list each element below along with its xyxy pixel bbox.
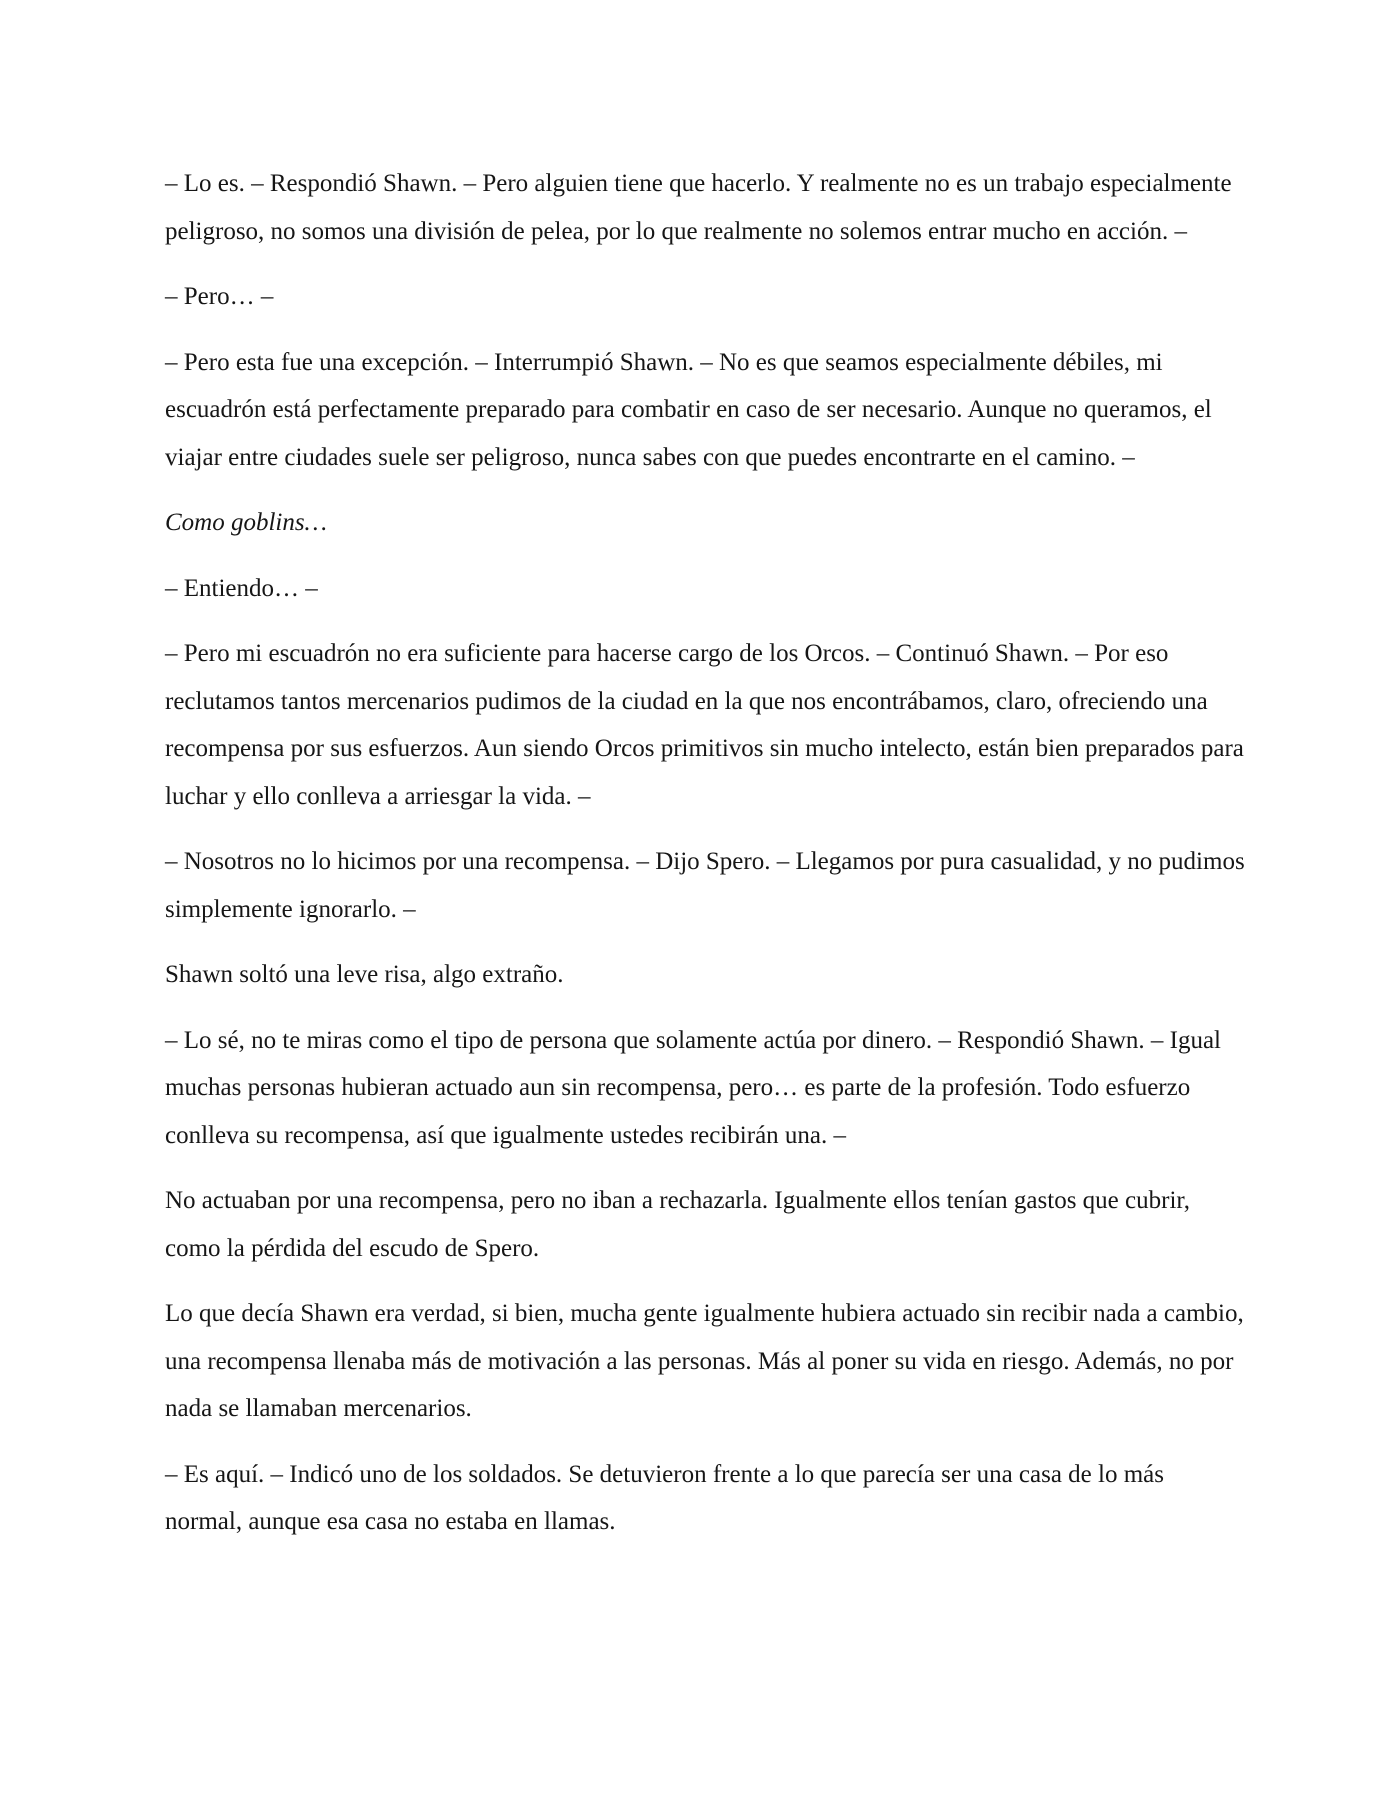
paragraph-7: – Nosotros no lo hicimos por una recompensa. – Dijo Spero. – Llegamos por pura casualidad, y no pudimos simplemente ignorarlo. –: [165, 848, 1245, 923]
paragraph-8: Shawn soltó una leve risa, algo extraño.: [165, 961, 564, 988]
paragraph-5: – Entiendo… –: [165, 574, 318, 602]
paragraph-1: – Lo es. – Respondió Shawn. – Pero alguien tiene que hacerlo. Y realmente no es un trabajo especialmente peligroso, no somos una división de pelea, por lo que realmente no solemos entrar mucho en acción. –: [165, 170, 1232, 245]
paragraph-9: – Lo sé, no te miras como el tipo de persona que solamente actúa por dinero. – Respondió Shawn. – Igual muchas personas hubieran actuado aun sin recompensa, pero… es parte de la profesión. Todo esfuerzo conlleva su recompensa, así que igualmente ustedes recibirán una. –: [165, 1026, 1221, 1149]
paragraph-2: – Pero… –: [165, 283, 274, 310]
paragraph-4-italic-thought: Como goblins…: [165, 509, 327, 536]
paragraph-12: – Es aquí. – Indicó uno de los soldados. Se detuvieron frente a lo que parecía ser una casa de lo más normal, aunque esa casa no estaba en llamas.: [165, 1460, 1164, 1535]
paragraph-6: – Pero mi escuadrón no era suficiente para hacerse cargo de los Orcos. – Continuó Shawn. – Por eso reclutamos tantos mercenarios pudimos de la ciudad en la que nos encontrábamos, claro, ofreciendo una recompensa por sus esfuerzos. Aun siendo Orcos primitivos sin mucho intelecto, están bien preparados para luchar y ello conlleva a arriesgar la vida. –: [165, 640, 1244, 810]
paragraph-11: Lo que decía Shawn era verdad, si bien, mucha gente igualmente hubiera actuado sin recibir nada a cambio, una recompensa llenaba más de motivación a las personas. Más al poner su vida en riesgo. Además, no por nada se llamaban mercenarios.: [165, 1300, 1244, 1422]
document-page: [165, 160, 1245, 1564]
paragraph-10: No actuaban por una recompensa, pero no iban a rechazarla. Igualmente ellos tenían gastos que cubrir, como la pérdida del escudo de Spero.: [165, 1187, 1190, 1262]
paragraph-3: – Pero esta fue una excepción. – Interrumpió Shawn. – No es que seamos especialmente débiles, mi escuadrón está perfectamente preparado para combatir en caso de ser necesario. Aunque no queramos, el viajar entre ciudades suele ser peligroso, nunca sabes con que puedes encontrarte en el camino. –: [165, 348, 1212, 471]
